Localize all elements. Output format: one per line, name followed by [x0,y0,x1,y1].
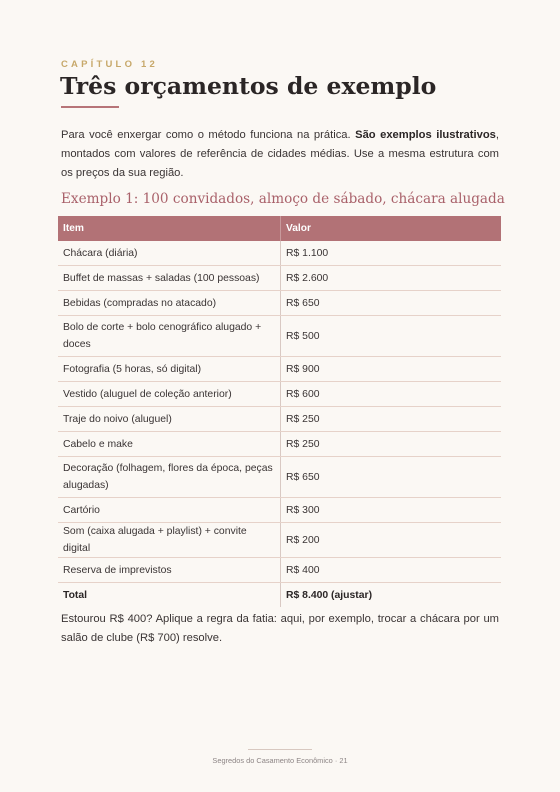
row-item: Bebidas (compradas no atacado) [58,291,281,316]
intro-text-end: , montados com valores de referência de cidades médias. Use a mesma estrutura com os preços da sua região. [61,129,500,179]
table-row [58,291,501,316]
row-value: R$ 400 [281,558,502,583]
row-value: R$ 650 [281,291,502,316]
table-row [58,432,501,457]
intro-paragraph [61,126,499,183]
row-item: Vestido (aluguel de coleção anterior) [58,382,281,407]
page-title: Três orçamentos de exemplo [60,72,437,100]
row-value: R$ 2.600 [281,266,502,291]
row-item: Chácara (diária) [58,241,281,266]
title-underline [61,106,119,108]
table-row [58,316,501,357]
page-footer: Segredos do Casamento Econômico · 21 [212,756,348,765]
row-item: Reserva de imprevistos [58,558,281,583]
table-row [58,357,501,382]
row-item: Som (caixa alugada + playlist) + convite digital [58,523,281,558]
section-title: Exemplo 1: 100 convidados, almoço de sábado, chácara alugada [61,191,505,207]
row-item: Decoração (folhagem, flores da época, peças alugadas) [58,457,281,498]
total-label: Total [58,583,281,608]
row-item: Cartório [58,498,281,523]
table-row [58,241,501,266]
table-row [58,498,501,523]
row-item: Cabelo e make [58,432,281,457]
table-row [58,457,501,498]
table-header-row [58,216,501,241]
row-value: R$ 300 [281,498,502,523]
table-row [58,407,501,432]
chapter-label: CAPÍTULO 12 [61,59,158,70]
row-value: R$ 600 [281,382,502,407]
footer-divider [248,749,312,750]
table-total-row [58,583,501,608]
intro-text-bold: São exemplos ilustrativos [355,129,496,141]
header-value: Valor [281,216,502,241]
table-row [58,558,501,583]
budget-table [58,216,501,607]
row-value: R$ 200 [281,523,502,558]
table-row [58,523,501,558]
row-value: R$ 250 [281,407,502,432]
row-value: R$ 1.100 [281,241,502,266]
row-item: Bolo de corte + bolo cenográfico alugado + doces [58,316,281,357]
closing-paragraph: Estourou R$ 400? Aplique a regra da fatia: aqui, por exemplo, trocar a chácara por um salão de clube (R$ 700) resolve. [61,613,499,644]
row-item: Traje do noivo (aluguel) [58,407,281,432]
row-value: R$ 500 [281,316,502,357]
row-item: Fotografia (5 horas, só digital) [58,357,281,382]
intro-text-start: Para você enxergar como o método funciona na prática. [61,129,356,141]
table-row [58,382,501,407]
header-item: Item [58,216,281,241]
row-value: R$ 650 [281,457,502,498]
table-row [58,266,501,291]
row-item: Buffet de massas + saladas (100 pessoas) [58,266,281,291]
row-value: R$ 250 [281,432,502,457]
total-value: R$ 8.400 (ajustar) [281,583,502,608]
row-value: R$ 900 [281,357,502,382]
